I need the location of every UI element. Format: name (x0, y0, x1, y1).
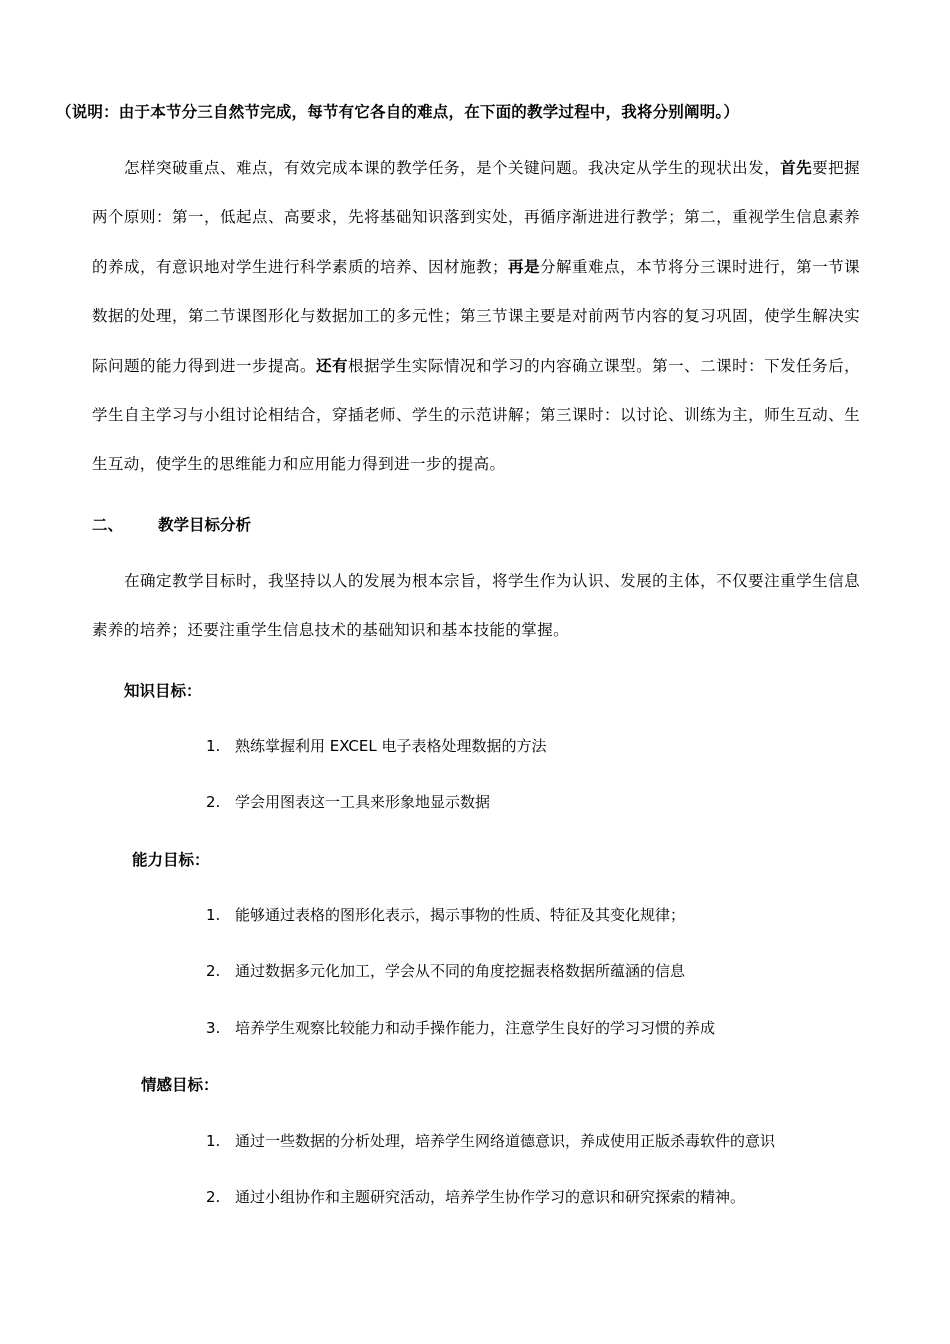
section-heading (92, 513, 251, 535)
item-number: 3. (206, 1019, 221, 1037)
ability-goal-item (206, 1017, 715, 1038)
emotion-goal-item (206, 1130, 775, 1151)
intro-bold-then: 再是 (507, 257, 541, 276)
item-number: 2. (206, 1188, 221, 1206)
item-text: 熟练掌握利用 EXCEL 电子表格处理数据的方法 (235, 737, 547, 755)
item-text: 通过小组协作和主题研究活动，培养学生协作学习的意识和研究探索的精神。 (235, 1188, 746, 1206)
explanatory-note: （说明：由于本节分三自然节完成，每节有它各自的难点，在下面的教学过程中，我将分别阐明。） (56, 103, 740, 121)
intro-text-4: 根据学生实际情况和学习的内容确立课型。第一、二课时：下发任务后，学生自主学习与小组讨论相结合，穿插老师、学生的示范讲解；第三课时：以讨论、训练为主，师生互动、生生互动，使学生的思维能力和应用能力得到进一步的提高。 (92, 356, 860, 474)
section-title: 教学目标分析 (158, 516, 252, 534)
intro-bold-first: 首先 (780, 159, 813, 177)
item-text: 通过数据多元化加工，学会从不同的角度挖掘表格数据所蕴涵的信息 (235, 962, 686, 980)
ability-goals-title: 能力目标： (132, 851, 210, 869)
emotion-goal-item (206, 1186, 745, 1207)
section-paragraph: 在确定教学目标时，我坚持以人的发展为根本宗旨，将学生作为认识、发展的主体，不仅要注重学生信息素养的培养；还要注重学生信息技术的基础知识和基本技能的掌握。 (92, 572, 860, 640)
intro-paragraph (92, 144, 860, 490)
item-number: 1. (206, 906, 221, 924)
ability-goal-item (206, 960, 685, 981)
intro-text-2: 要把握两个原则：第一，低起点、高要求，先将基础知识落到实处，再循序渐进进行教学；第二，重视学生信息素养的养成，有意识地对学生进行科学素质的培养、因材施教； (92, 159, 860, 276)
knowledge-goal-item (206, 791, 490, 812)
item-text: 培养学生观察比较能力和动手操作能力，注意学生良好的学习习惯的养成 (235, 1019, 716, 1037)
ability-goal-item (206, 904, 685, 925)
item-number: 1. (206, 1132, 221, 1150)
item-text: 学会用图表这一工具来形象地显示数据 (235, 793, 491, 811)
intro-text-3: 分解重难点，本节将分三课时进行，第一节课数据的处理，第二节课图形化与数据加工的多元性；第三节课主要是对前两节内容的复习巩固，使学生解决实际问题的能力得到进一步提高。 (92, 257, 860, 375)
item-text: 通过一些数据的分析处理，培养学生网络道德意识，养成使用正版杀毒软件的意识 (235, 1132, 776, 1150)
knowledge-goals-title: 知识目标： (124, 682, 202, 700)
knowledge-goal-item (206, 735, 547, 756)
intro-text-1: 怎样突破重点、难点，有效完成本课的教学任务，是个关键问题。我决定从学生的现状出发， (124, 159, 781, 177)
item-number: 2. (206, 793, 221, 811)
item-number: 2. (206, 962, 221, 980)
item-number: 1. (206, 737, 221, 755)
intro-bold-also: 还有 (316, 356, 349, 375)
item-text: 能够通过表格的图形化表示，揭示事物的性质、特征及其变化规律； (235, 906, 686, 924)
emotion-goals-title: 情感目标： (141, 1076, 219, 1094)
section-number: 二、 (92, 516, 124, 534)
